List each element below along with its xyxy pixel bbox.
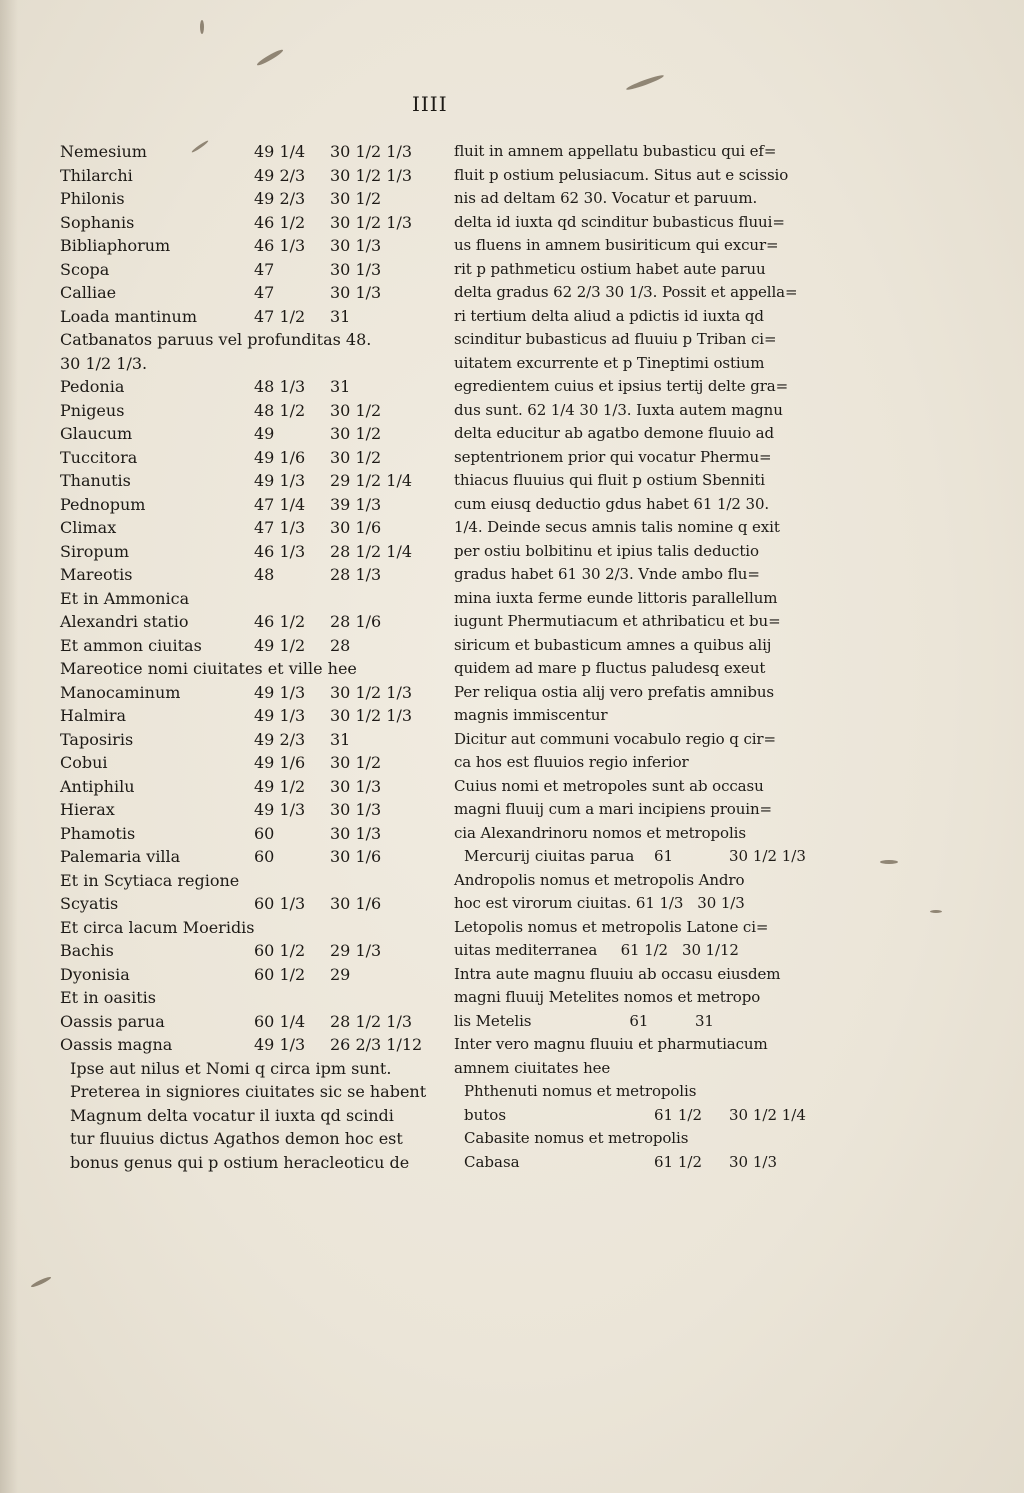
- table-row: [60, 211, 450, 235]
- latitude: 30 1/6: [330, 847, 382, 866]
- text-line: fluit p ostium pelusiacum. Situs aut e scissio: [454, 165, 789, 184]
- latitude: 30 1/3: [330, 236, 382, 255]
- longitude: 60: [254, 823, 275, 843]
- latitude: 28 1/2 1/3: [330, 1011, 413, 1031]
- latitude: 30 1/2: [330, 753, 382, 772]
- table-row: [60, 540, 450, 564]
- place-name: Bibliaphorum: [60, 236, 171, 255]
- longitude: 47: [254, 283, 275, 302]
- table-section-1: [60, 140, 450, 328]
- text-line: rit p pathmeticu ostium habet aute paruu: [454, 259, 766, 278]
- place-name: Et ammon ciuitas: [60, 635, 202, 655]
- text-line: hoc est virorum ciuitas. 61 1/3 30 1/3: [454, 894, 745, 912]
- table-row: [60, 1010, 450, 1034]
- text-line: Et circa lacum Moeridis: [60, 917, 255, 937]
- text-line: Et in Scytiaca regione: [60, 870, 240, 890]
- latitude: 30 1/2: [330, 447, 382, 467]
- text-line: Magnum delta vocatur il iuxta qd scindi: [70, 1105, 394, 1125]
- table-row: [60, 399, 450, 423]
- table-row: [60, 610, 450, 634]
- table-row: [60, 892, 450, 916]
- table-section-6: [60, 939, 450, 986]
- place-name: Antiphilu: [60, 776, 135, 796]
- place-name: Mareotis: [60, 565, 133, 584]
- text-line: iugunt Phermutiacum et athribaticu et bu=: [454, 612, 781, 630]
- place-name: Thilarchi: [60, 165, 133, 185]
- place-name: Nemesium: [60, 142, 147, 161]
- latitude: 30 1/3: [729, 1152, 777, 1171]
- place-name: Climax: [60, 518, 117, 537]
- latitude: 30 1/2 1/3: [330, 706, 413, 725]
- longitude: 47 1/3: [254, 518, 306, 537]
- longitude: 61 1/2: [654, 1105, 702, 1124]
- longitude: 61 1/2: [654, 1152, 702, 1171]
- text-line: per ostiu bolbitinu et ipius talis deductio: [454, 541, 759, 560]
- longitude: 49 2/3: [254, 165, 306, 185]
- latitude: 30 1/6: [330, 894, 382, 913]
- table-row: [60, 751, 450, 775]
- text-line: Et in oasitis: [60, 988, 156, 1007]
- place-name: Pedonia: [60, 377, 125, 396]
- table-row: [60, 305, 450, 329]
- longitude: 61: [654, 847, 674, 865]
- table-section-3: [60, 610, 450, 657]
- longitude: 47: [254, 259, 275, 279]
- place-name: Thanutis: [60, 471, 131, 490]
- text-line: Dicitur aut communi vocabulo regio q cir=: [454, 729, 776, 748]
- latitude: 29 1/3: [330, 941, 382, 960]
- text-line: septentrionem prior qui vocatur Phermu=: [454, 447, 772, 466]
- latitude: 28: [330, 635, 351, 655]
- longitude: 49 2/3: [254, 189, 306, 208]
- table-row: [60, 375, 450, 399]
- longitude: 49 1/4: [254, 142, 306, 161]
- text-line: delta educitur ab agatbo demone fluuio ad: [454, 424, 774, 442]
- text-line: siricum et bubasticum amnes a quibus alij: [454, 635, 772, 654]
- place-name: Halmira: [60, 706, 127, 725]
- right-column: [454, 140, 814, 1174]
- longitude: 60 1/4: [254, 1011, 306, 1031]
- text-line: amnem ciuitates hee: [454, 1058, 611, 1077]
- table-row: [60, 822, 450, 846]
- table-row: [60, 681, 450, 705]
- place-name: Mercurij ciuitas parua: [464, 847, 635, 865]
- longitude: 49 1/3: [254, 1035, 306, 1054]
- text-line: 30 1/2 1/3.: [60, 353, 148, 373]
- place-name: Bachis: [60, 941, 114, 960]
- longitude: 46 1/2: [254, 212, 306, 232]
- latitude: 30 1/3: [330, 823, 382, 843]
- text-line: cia Alexandrinoru nomos et metropolis: [454, 823, 746, 842]
- text-line: egredientem cuius et ipsius tertij delte gra=: [454, 377, 789, 395]
- table-row: [60, 704, 450, 728]
- table-section-4: [60, 681, 450, 869]
- latitude: 31: [330, 729, 351, 749]
- text-line: us fluens in amnem busiriticum qui excur=: [454, 236, 779, 254]
- place-name: Palemaria villa: [60, 847, 181, 866]
- ink-stain: [625, 73, 664, 91]
- ink-stain: [30, 1276, 52, 1289]
- table-row: [60, 164, 450, 188]
- text-line: ri tertium delta aliud a pdictis id iuxta qd: [454, 306, 764, 325]
- text-line: Phthenuti nomus et metropolis: [464, 1082, 697, 1100]
- text-line: Inter vero magnu fluuiu et pharmutiacum: [454, 1035, 768, 1053]
- place-name: Philonis: [60, 189, 125, 208]
- text-line: Mareotice nomi ciuitates et ville hee: [60, 659, 357, 678]
- text-line: cum eiusq deductio gdus habet 61 1/2 30.: [454, 494, 770, 513]
- text-line: magnis immiscentur: [454, 706, 608, 724]
- text-line: Cuius nomi et metropoles sunt ab occasu: [454, 776, 764, 795]
- longitude: 60 1/2: [254, 964, 306, 984]
- text-line: Preterea in signiores ciuitates sic se habent: [70, 1082, 427, 1101]
- place-name: Scopa: [60, 259, 110, 279]
- table-row: [454, 1104, 814, 1128]
- place-name: Siropum: [60, 541, 130, 561]
- table-section-2: [60, 375, 450, 587]
- table-row: [60, 140, 450, 164]
- text-line: mina iuxta ferme eunde littoris parallellum: [454, 588, 778, 607]
- table-row: [60, 422, 450, 446]
- place-name: Cabasa: [464, 1152, 520, 1171]
- place-name: Tuccitora: [60, 447, 138, 467]
- ink-stain: [256, 48, 284, 67]
- table-row: [60, 775, 450, 799]
- text-line: tur fluuius dictus Agathos demon hoc est: [70, 1129, 403, 1148]
- longitude: 47 1/4: [254, 494, 306, 514]
- longitude: 49 1/6: [254, 753, 306, 772]
- longitude: 48: [254, 565, 275, 584]
- table-row: [60, 469, 450, 493]
- place-name: Taposiris: [60, 729, 134, 749]
- table-row: [60, 963, 450, 987]
- ink-stain: [200, 20, 204, 34]
- text-line: dus sunt. 62 1/4 30 1/3. Iuxta autem magnu: [454, 400, 783, 419]
- latitude: 30 1/2: [330, 189, 382, 208]
- latitude: 30 1/3: [330, 776, 382, 796]
- table-row: [60, 798, 450, 822]
- latitude: 39 1/3: [330, 494, 382, 514]
- latitude: 28 1/6: [330, 612, 382, 631]
- place-name: Dyonisia: [60, 964, 130, 984]
- table-section-7: [60, 1010, 450, 1057]
- place-name: butos: [464, 1105, 507, 1124]
- longitude: 49 1/6: [254, 447, 306, 467]
- latitude: 30 1/2: [330, 400, 382, 420]
- text-line: quidem ad mare p fluctus paludesq exeut: [454, 659, 766, 677]
- text-line: scinditur bubasticus ad fluuiu p Triban ci=: [454, 330, 777, 348]
- place-name: Hierax: [60, 800, 115, 819]
- place-name: Oassis parua: [60, 1011, 165, 1031]
- text-line: Andropolis nomus et metropolis Andro: [454, 870, 745, 889]
- text-line: delta id iuxta qd scinditur bubasticus fluui=: [454, 212, 785, 231]
- longitude: 49 1/3: [254, 800, 306, 819]
- longitude: 46 1/3: [254, 236, 306, 255]
- latitude: 28 1/3: [330, 565, 382, 584]
- latitude: 28 1/2 1/4: [330, 541, 413, 561]
- text-line: Cabasite nomus et metropolis: [464, 1129, 689, 1147]
- text-line: magni fluuij cum a mari incipiens prouin=: [454, 800, 772, 818]
- latitude: 30 1/3: [330, 259, 382, 279]
- latitude: 26 2/3 1/12: [330, 1035, 423, 1054]
- place-name: Pednopum: [60, 494, 146, 514]
- text-line: Et in Ammonica: [60, 588, 190, 608]
- latitude: 30 1/2 1/3: [330, 682, 413, 702]
- latitude: 30 1/2 1/3: [330, 165, 413, 185]
- text-line: thiacus fluuius qui fluit p ostium Sbenniti: [454, 471, 765, 489]
- latitude: 30 1/2: [330, 424, 382, 443]
- latitude: 30 1/2 1/3: [330, 212, 413, 232]
- latitude: 30 1/3: [330, 800, 382, 819]
- text-line: uitatem excurrente et p Tineptimi ostium: [454, 353, 765, 372]
- latitude: 31: [330, 306, 351, 326]
- place-name: Scyatis: [60, 894, 119, 913]
- place-name: Manocaminum: [60, 682, 181, 702]
- folio-number: IIII: [412, 92, 448, 116]
- latitude: 30 1/2 1/3: [330, 142, 413, 161]
- place-name: Calliae: [60, 283, 117, 302]
- ink-stain: [880, 860, 898, 864]
- ink-stain: [930, 910, 942, 913]
- latitude: 29 1/2 1/4: [330, 471, 413, 490]
- text-line: lis Metelis 61 31: [454, 1011, 714, 1030]
- place-name: Sophanis: [60, 212, 135, 232]
- latitude: 30 1/3: [330, 283, 382, 302]
- latitude: 29: [330, 964, 351, 984]
- longitude: 48 1/2: [254, 400, 306, 420]
- longitude: 49 1/2: [254, 776, 306, 796]
- longitude: 49 1/2: [254, 635, 306, 655]
- longitude: 49 1/3: [254, 706, 306, 725]
- table-row: [60, 563, 450, 587]
- table-row: [60, 1033, 450, 1057]
- longitude: 60: [254, 847, 275, 866]
- text-line: Intra aute magnu fluuiu ab occasu eiusdem: [454, 964, 781, 983]
- longitude: 47 1/2: [254, 306, 306, 326]
- table-row: [60, 516, 450, 540]
- text-line: nis ad deltam 62 30. Vocatur et paruum.: [454, 189, 758, 207]
- longitude: 49: [254, 424, 275, 443]
- table-row: [60, 493, 450, 517]
- longitude: 49 2/3: [254, 729, 306, 749]
- page-edge-shadow: [0, 0, 18, 1493]
- latitude: 30 1/2 1/3: [729, 847, 806, 865]
- table-row: [454, 1151, 814, 1175]
- text-line: Catbanatos paruus vel profunditas 48.: [60, 330, 372, 349]
- table-row: [60, 446, 450, 470]
- left-column: [60, 140, 450, 1174]
- text-line: Per reliqua ostia alij vero prefatis amnibus: [454, 682, 775, 701]
- place-name: Oassis magna: [60, 1035, 173, 1054]
- table-section-5: [60, 892, 450, 916]
- place-name: Alexandri statio: [60, 612, 189, 631]
- table-row: [60, 728, 450, 752]
- latitude: 31: [330, 377, 351, 396]
- text-line: uitas mediterranea 61 1/2 30 1/12: [454, 941, 739, 959]
- table-row: [60, 281, 450, 305]
- place-name: Cobui: [60, 753, 108, 772]
- longitude: 49 1/3: [254, 682, 306, 702]
- longitude: 49 1/3: [254, 471, 306, 490]
- table-row: [60, 187, 450, 211]
- longitude: 46 1/3: [254, 541, 306, 561]
- table-row: [60, 634, 450, 658]
- table-row: [454, 845, 814, 869]
- text-line: magni fluuij Metelites nomos et metropo: [454, 988, 761, 1006]
- longitude: 60 1/3: [254, 894, 306, 913]
- text-line: fluit in amnem appellatu bubasticu qui ef=: [454, 142, 777, 160]
- place-name: Pnigeus: [60, 400, 125, 420]
- place-name: Loada mantinum: [60, 306, 198, 326]
- longitude: 60 1/2: [254, 941, 306, 960]
- latitude: 30 1/2 1/4: [729, 1105, 806, 1124]
- table-row: [60, 939, 450, 963]
- text-line: Letopolis nomus et metropolis Latone ci=: [454, 917, 769, 936]
- latitude: 30 1/6: [330, 518, 382, 537]
- text-line: ca hos est fluuios regio inferior: [454, 753, 689, 771]
- table-row: [60, 845, 450, 869]
- longitude: 48 1/3: [254, 377, 306, 396]
- longitude: 46 1/2: [254, 612, 306, 631]
- table-row: [60, 234, 450, 258]
- table-row: [60, 258, 450, 282]
- place-name: Glaucum: [60, 424, 133, 443]
- text-line: bonus genus qui p ostium heracleoticu de: [70, 1152, 410, 1172]
- text-line: 1/4. Deinde secus amnis talis nomine q exit: [454, 518, 780, 536]
- text-line: gradus habet 61 30 2/3. Vnde ambo flu=: [454, 565, 760, 583]
- text-line: Ipse aut nilus et Nomi q circa ipm sunt.: [70, 1058, 392, 1078]
- text-line: delta gradus 62 2/3 30 1/3. Possit et appella=: [454, 283, 798, 301]
- place-name: Phamotis: [60, 823, 136, 843]
